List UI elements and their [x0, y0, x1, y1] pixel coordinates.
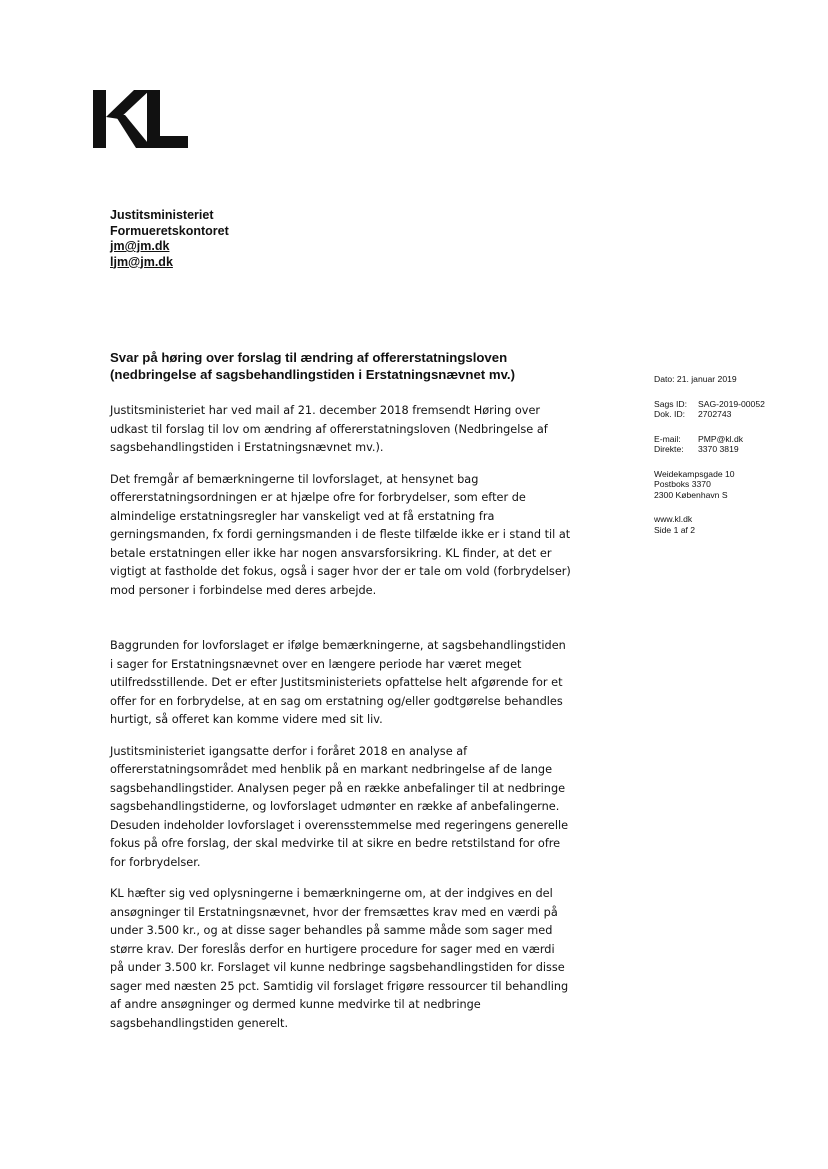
body-paragraph: Det fremgår af bemærkningerne til lovforslaget, at hensynet bag offererstatningsordningen er at hjælpe ofre for forbrydelser, som efter de almindelige erstatningsregler har vanskeligt ved at få erstatning fra gerningsmanden, fx fordi gerningsmanden i de fleste tilfælde ikke er i stand til at betale erstatningen eller ikke har nogen ansvarsforsikring. KL finder, at det er vigtigt at fastholde det fokus, også i sager hvor der er tale om vold (forbrydelser) mod personer i forbindelse med deres arbejde. [110, 472, 571, 597]
doc-id-row [654, 409, 804, 420]
doc-id-label: Dok. ID: [654, 409, 686, 419]
body-paragraph: Justitsministeriet har ved mail af 21. december 2018 fremsendt Høring over udkast til forslag til lov om ændring af offererstatningsloven (Nedbringelse af sagsbehandlingstiden i Erstatningsnævnet mv.). [110, 404, 548, 454]
subject-line: Svar på høring over forslag til ændring af offererstatningsloven [110, 350, 508, 365]
body-paragraph: Baggrunden for lovforslaget er ifølge bemærkningerne, at sagsbehandlingstiden i sager for Erstatningsnævnet over en længere periode har været meget utilfredsstillende. Det er efter Justitsministeriets opfattelse helt afgørende for et offer for en forbrydelse, at en sag om erstatning og/eller godtgørelse behandles hurtigt, så offeret kan komme videre med sit liv. [110, 639, 566, 726]
case-id-label: Sags ID: [654, 398, 687, 409]
recipient-name: Justitsministeriet [110, 208, 214, 222]
address-line: Weidekampsgade 10 [654, 468, 735, 479]
recipient-email-link[interactable]: jm@jm.dk [110, 239, 170, 253]
page-indicator: Side 1 af 2 [654, 524, 696, 535]
letter-date: Dato: 21. januar 2019 [654, 374, 737, 384]
kl-logo [93, 90, 188, 148]
contact-email-label: E-mail: [654, 433, 681, 444]
direct-phone-value: 3370 3819 [698, 444, 739, 454]
direct-phone-row [654, 444, 804, 455]
contact-email-row [654, 434, 804, 445]
letter-subject [110, 349, 580, 383]
recipient-office: Formueretskontoret [110, 223, 229, 238]
subject-line: (nedbringelse af sagsbehandlingstiden i Erstatningsnævnet mv.) [110, 367, 515, 382]
website-link[interactable]: www.kl.dk [654, 514, 693, 524]
contact-email-link[interactable]: PMP@kl.dk [698, 433, 744, 444]
address-line: Postboks 3370 [654, 479, 711, 489]
recipient-block [110, 208, 229, 270]
case-id-row [654, 399, 804, 410]
letter-body [110, 402, 572, 1046]
case-id-value: SAG-2019-00052 [698, 398, 765, 409]
body-paragraph: KL hæfter sig ved oplysningerne i bemærkningerne om, at der indgives en del ansøgninger til Erstatningsnævnet, hvor der fremsættes krav med en værdi på under 3.500 kr., og at disse sager behandles på samme måde som sager med større krav. Der foreslås derfor en hurtigere procedure for sager med en værdi på under 3.500 kr. Forslaget vil kunne nedbringe sagsbehandlingstiden for disse sager med næsten 25 pct. Samtidig vil forslaget frigøre ressourcer til behandling af andre ansøgninger og dermed kunne medvirke til at nedbringe sagsbehandlingstiden generelt. [110, 887, 569, 1030]
recipient-email-link[interactable]: ljm@jm.dk [110, 254, 173, 269]
body-paragraph: Justitsministeriet igangsatte derfor i foråret 2018 en analyse af offererstatningsområdet med henblik på en markant nedbringelse af de lange sagsbehandlingstider. Analysen peger på en række anbefalinger til at nedbringe sagsbehandlingstiderne, og lovforslaget udmønter en række af anbefalingerne. Desuden indeholder lovforslaget i overensstemmelse med regeringens generelle fokus på ofre forslag, der skal medvirke til at sikre en bedre retstilstand for ofre for forbrydelser. [110, 744, 569, 869]
doc-id-value: 2702743 [698, 409, 732, 419]
address-line: 2300 København S [654, 489, 728, 500]
letter-metadata [654, 374, 804, 549]
direct-phone-label: Direkte: [654, 444, 684, 454]
